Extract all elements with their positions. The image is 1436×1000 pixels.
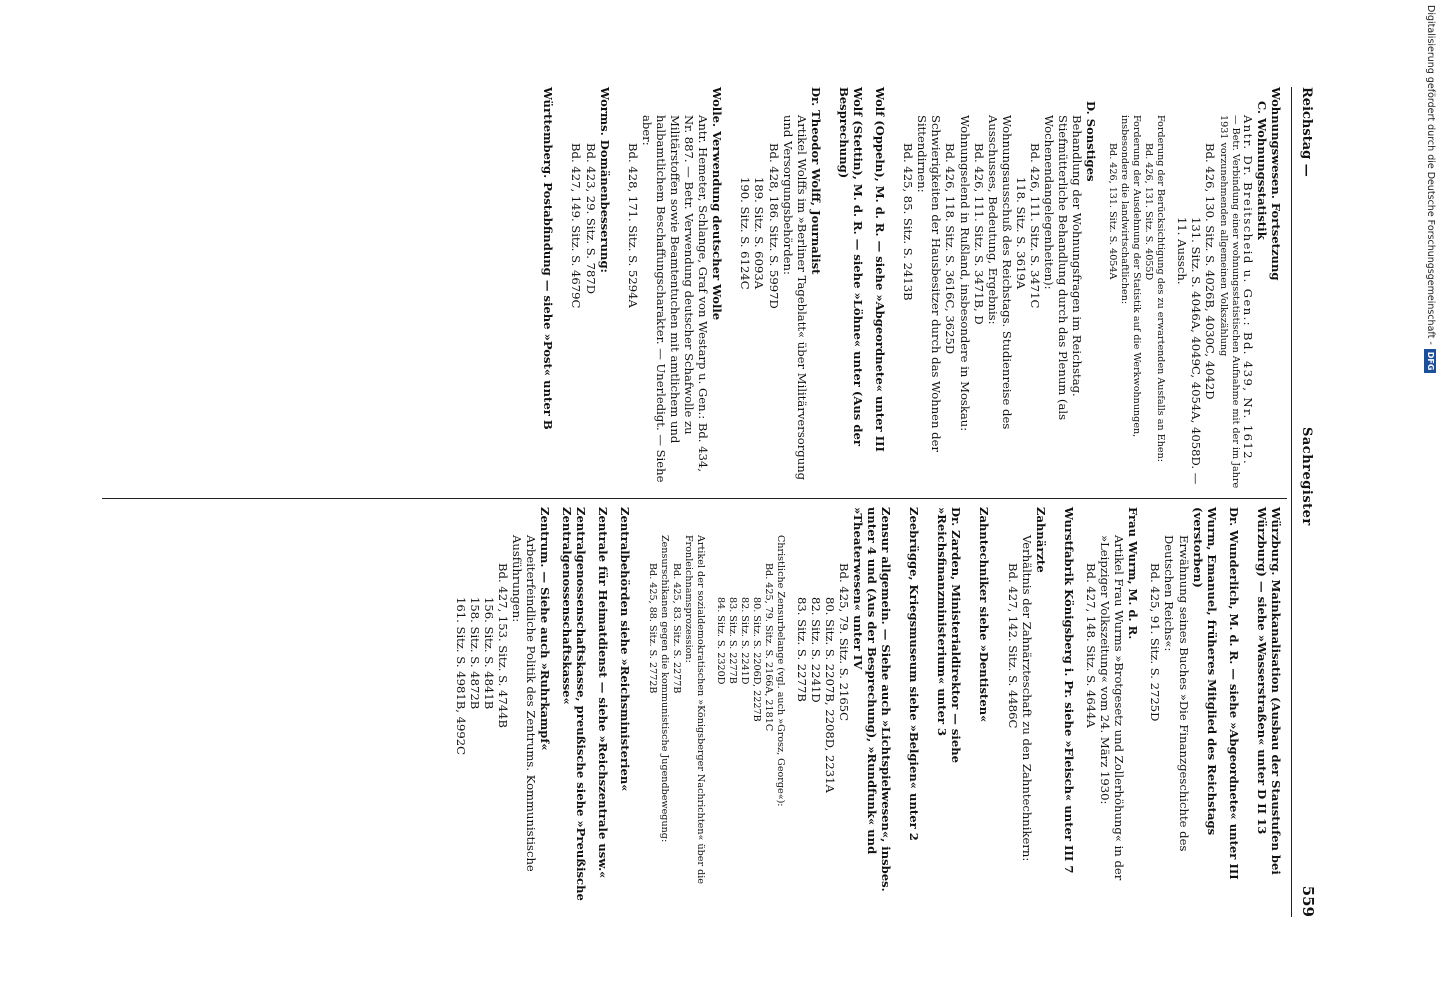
register-line: 83. Sitz. S. 2277B: [794, 597, 809, 702]
register-headword: Zentralbehörden siehe »Reichsministerien«: [618, 507, 633, 792]
register-line: Schwierigkeiten der Hausbesitzer durch das Wohnen der Sittendirnen:: [915, 115, 944, 453]
register-line: Bd. 428, 171. Sitz. S. 5294A: [625, 143, 640, 308]
spacer: [1140, 507, 1148, 909]
register-line: Bd. 425, 88. Sitz. S. 2772B: [647, 563, 659, 694]
spacer: [552, 507, 560, 909]
register-line: Bd. 425, 79. Sitz. S. 2166A, 2181C: [763, 563, 775, 732]
register-line: Bd. 426, 131. Sitz. S. 4054A: [1107, 143, 1119, 280]
register-line: 11. Aussch.: [1174, 217, 1189, 285]
left-column: [541, 87, 1283, 489]
register-line: 80. Sitz. S. 2207B, 2208D, 2231A: [822, 597, 837, 793]
register-line: 161. Sitz. S. 4981B, 4992C: [453, 597, 468, 755]
register-headword: C. Wohnungsstatistik: [1254, 101, 1269, 240]
register-headword: Worms. Domänenbesserung:: [597, 87, 612, 273]
spacer: [786, 507, 794, 909]
running-head-title: Sachregister: [1299, 427, 1314, 526]
register-headword: Dr. Theodor Wolff, Journalist: [808, 87, 823, 275]
register-line: Wohnungselend in Rußland, insbesondere in Moskau:: [957, 115, 972, 432]
page-header: [1293, 87, 1317, 917]
spacer: [1076, 507, 1084, 909]
spacer: [921, 507, 935, 909]
register-line: 190. Sitz. S. 6124C: [738, 177, 753, 290]
spacer: [1219, 507, 1227, 909]
register-headword: Wolf (Stettin), M. d. R. — siehe »Löhne« unter (Aus der Besprechung): [836, 87, 866, 446]
register-line: Behandlung der Wohnungsfragen im Reichstag. Stiefmütterliche Behandlung durch das Plenum (als Wochenendangelegenheiten):: [1042, 115, 1085, 421]
register-line: Artikel Wolffs im »Berliner Tageblatt« über Militärversorgung und Versorgungsbehörden:: [780, 115, 809, 481]
register-line: Forderung der Ausdehnung der Statistik auf die Werkwohnungen, insbesondere die landwirtschaftlichen:: [1119, 115, 1143, 438]
spacer: [865, 87, 873, 489]
spacer: [610, 507, 618, 909]
register-line: 118. Sitz. S. 3619A: [1013, 177, 1028, 290]
spacer: [1048, 507, 1062, 909]
register-headword: Zahnärzte: [1033, 507, 1048, 573]
register-line: Wohnungsausschuß des Reichstags. Studienreise des Ausschusses, Bedeutung, Ergebnis:: [985, 115, 1014, 430]
digitization-text: Digitalisierung gefördert durch die Deutsche Forschungsgemeinschaft -: [1425, 5, 1436, 345]
register-line: Artikel der sozialdemokratischen »Königsberger Nachrichten« über die Fronleichnamsprozession:: [683, 535, 707, 884]
spacer: [612, 87, 626, 489]
register-line: Bd. 425, 83. Sitz. S. 2277B: [671, 563, 683, 694]
right-column: [453, 507, 1283, 909]
register-line: 82. Sitz. S. 2241D: [739, 597, 751, 685]
register-headword: Dr. Wunderlich, M. d. R. — siehe »Abgeordnete« unter III: [1226, 507, 1241, 880]
register-line: Forderung der Berücksichtigung des zu erwartenden Ausfalls an Ehen:: [1155, 115, 1167, 462]
register-headword: Dr. Zarden, Ministerialdirektor — siehe »Reichsfinanzministerium« unter 3: [935, 507, 964, 764]
digitization-note: [1420, 5, 1436, 705]
register-line: 82. Sitz. S. 2241D: [808, 597, 823, 703]
spacer: [588, 507, 596, 909]
register-line: Erwähnung seines Buches »Die Finanzgeschichte des Deutschen Reichs«:: [1162, 535, 1191, 852]
register-headword: Würzburg. Mainkanalisation (Ausbau der Staustufen bei Würzburg) — siehe »Wasserstraßen« unter D II 13: [1254, 507, 1283, 875]
register-line: 84. Sitz. S. 2320D: [715, 597, 727, 685]
spacer: [724, 87, 738, 489]
register-line: Christliche Zensurbelange (vgl. auch »Grosz, George«):: [775, 535, 787, 807]
register-headword: Zentrale für Heimatdienst — siehe »Reichszentrale usw.«: [596, 507, 611, 879]
register-line: — Betr. Verbindung einer wohnungsstatistischen Aufnahme mit der im Jahre 1931 vorzunehmenden allgemeinen Volkszählung: [1217, 115, 1241, 489]
spacer: [823, 87, 837, 489]
register-line: Antr. Hemeter, Schlange, Graf von Westarp u. Gen.: Bd. 434, Nr. 887. — Betr. Verwendung deutscher Schafwolle zu Militärstoffen sowie Beamtentuchen mit amtlichem und halbamtlichem Beschaffungscharakter. — Unerledigt. — Siehe aber:: [639, 115, 711, 483]
register-headword: Zensur allgemein. — Siehe auch »Lichtspielwesen«, insbes. unter 4 und (Aus der Besprechung), »Rundfunk« und »Theaterwesen« unter IV: [850, 507, 894, 892]
register-line: 80. Sitz. S. 2206D, 2227B: [751, 597, 763, 722]
spacer: [1241, 507, 1255, 909]
register-headword: Zeebrügge, Kriegsmuseum siehe »Belgien« unter 2: [907, 507, 922, 841]
column-divider: [102, 498, 1287, 499]
register-line: Arbeiterfeindliche Politik des Zentrums. Kommunistische Ausführungen:: [509, 535, 538, 872]
spacer: [992, 507, 1006, 909]
register-headword: Wolle. Verwendung deutscher Wolle: [710, 87, 725, 321]
register-line: Bd. 426, 111. Sitz. S. 3471B, D: [971, 143, 986, 325]
register-line: Antr. Dr. Breitscheid u. Gen.: Bd. 439, Nr. 1612.: [1240, 115, 1255, 466]
register-line: Bd. 428, 186. Sitz. S. 5997D: [766, 143, 781, 309]
register-line: Verhältnis der Zahnärzteschaft zu den Zahntechnikern:: [1019, 535, 1034, 862]
spacer: [1098, 87, 1106, 489]
dfg-logo: DFG: [1424, 349, 1436, 374]
register-line: Artikel Frau Wurms »Brotgesetz und Zollerhöhung« in der »Leipziger Volkszeitung« vom 24. März 1930:: [1098, 535, 1127, 881]
register-line: Bd. 425, 91. Sitz. S. 2725D: [1148, 563, 1163, 722]
register-line: 83. Sitz. S. 2277B: [727, 597, 739, 684]
register-headword: Zentralgenossenschaftskasse, preußische siehe »Preußische Zentralgenossenschaftskasse«: [560, 507, 589, 901]
register-line: Bd. 427, 149. Sitz. S. 4679C: [569, 143, 584, 309]
register-line: 158. Sitz. S. 4872B: [467, 597, 482, 710]
spacer: [706, 507, 714, 909]
spacer: [893, 507, 907, 909]
spacer: [887, 87, 901, 489]
spacer: [963, 507, 977, 909]
register-headword: Württemberg. Postabfindung — siehe »Post« unter B: [541, 87, 556, 430]
register-line: Bd. 425, 85. Sitz. S. 2413B: [901, 143, 916, 301]
register-line: Bd. 426, 130. Sitz. S. 4026B, 4030C, 4042D: [1202, 143, 1217, 400]
spacer: [632, 507, 646, 909]
register-line: Bd. 426, 118. Sitz. S. 3616C, 3625D: [943, 143, 958, 355]
register-line: Bd. 427, 142. Sitz. S. 4486C: [1005, 563, 1020, 729]
register-headword: Zentrum. — Siehe auch »Ruhrkampf«: [538, 507, 553, 751]
register-headword: D. Sonstiges: [1084, 101, 1099, 182]
register-line: Bd. 427, 153. Sitz. S. 4744B: [495, 563, 510, 729]
page-number: 559: [1299, 885, 1317, 917]
register-headword: Wurstfabrik Königsberg i. Pr. siehe »Fleisch« unter III 7: [1061, 507, 1076, 874]
register-line: Bd. 425, 79. Sitz. S. 2165C: [836, 563, 851, 721]
register-page: [87, 87, 1317, 917]
register-line: Zensurschikanen gegen die kommunistische Jugendbewegung:: [659, 535, 671, 843]
header-rule: [1291, 87, 1292, 917]
register-line: Bd. 423, 29. Sitz. S. 787D: [583, 143, 598, 295]
register-headword: Zahntechniker siehe »Dentisten«: [977, 507, 992, 723]
register-headword: Wolf (Oppeln), M. d. R. — siehe »Abgeordnete« unter III: [873, 87, 888, 452]
register-line: 189. Sitz. S. 6093A: [752, 177, 767, 290]
register-line: Bd. 427, 148. Sitz. S. 4644A: [1083, 563, 1098, 728]
register-headword: Wohnungswesen. Fortsetzung: [1269, 87, 1283, 281]
register-line: Bd. 426, 131. Sitz. S. 4055D: [1143, 143, 1155, 281]
register-line: Bd. 426, 111. Sitz. S. 3471C: [1028, 143, 1043, 309]
spacer: [555, 87, 569, 489]
running-head-left: Reichstag —: [1299, 87, 1314, 177]
register-headword: Frau Wurm, M. d. R.: [1126, 507, 1141, 640]
register-headword: Wurm, Emanuel, früheres Mitglied des Reichstags (verstorben): [1190, 507, 1219, 836]
register-line: 156. Sitz. S. 4841B: [481, 597, 496, 710]
spacer: [1166, 87, 1174, 489]
register-line: 131. Sitz. S. 4046A, 4049C, 4054A, 4058D. —: [1188, 217, 1203, 485]
